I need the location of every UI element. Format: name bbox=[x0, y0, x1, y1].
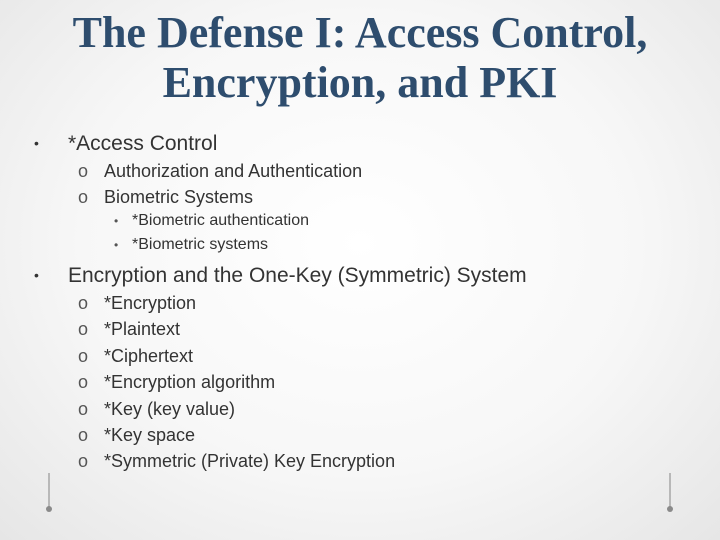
left-ornament-dot bbox=[46, 506, 52, 512]
sub-item-label: *Plaintext bbox=[104, 319, 181, 339]
title-line-1: The Defense I: Access Control, bbox=[72, 8, 648, 57]
bullet-icon: • bbox=[34, 135, 39, 151]
sub-item-key-space bbox=[78, 424, 195, 446]
sub-item-label: *Symmetric (Private) Key Encryption bbox=[104, 451, 396, 471]
bullet-icon: • bbox=[114, 214, 119, 228]
sub-item-label: *Key space bbox=[104, 425, 196, 445]
sub-sub-item-label: *Biometric systems bbox=[132, 236, 269, 253]
sub-item-label: *Ciphertext bbox=[104, 346, 194, 366]
bullet-label: *Access Control bbox=[68, 132, 218, 155]
sub-item-key-value bbox=[78, 398, 235, 420]
sub-item-symmetric-key-encryption bbox=[78, 450, 395, 472]
sub-item-label: *Encryption algorithm bbox=[104, 372, 276, 392]
sub-sub-item-biometric-systems bbox=[114, 235, 268, 255]
sub-item-plaintext bbox=[78, 318, 180, 340]
bullet-label: Encryption and the One-Key (Symmetric) System bbox=[68, 264, 527, 287]
bullet-icon: • bbox=[34, 267, 39, 283]
bullet-icon: • bbox=[114, 238, 119, 252]
left-ornament-line bbox=[48, 473, 50, 508]
sub-sub-item-biometric-authentication bbox=[114, 211, 309, 231]
sub-item-label: *Encryption bbox=[104, 293, 197, 313]
bullet-encryption-symmetric bbox=[34, 263, 527, 288]
sub-item-authorization bbox=[78, 160, 362, 182]
right-ornament-dot bbox=[667, 506, 673, 512]
right-ornament-line bbox=[669, 473, 671, 508]
circle-bullet-icon: o bbox=[78, 187, 89, 207]
circle-bullet-icon: o bbox=[78, 372, 89, 392]
circle-bullet-icon: o bbox=[78, 451, 89, 471]
title-line-2: Encryption, and PKI bbox=[162, 58, 558, 107]
sub-sub-item-label: *Biometric authentication bbox=[132, 212, 309, 229]
circle-bullet-icon: o bbox=[78, 319, 89, 339]
sub-item-label: Biometric Systems bbox=[104, 187, 254, 207]
slide-title bbox=[20, 8, 700, 108]
circle-bullet-icon: o bbox=[78, 425, 89, 445]
bullet-access-control bbox=[34, 131, 217, 156]
circle-bullet-icon: o bbox=[78, 293, 89, 313]
sub-item-encryption bbox=[78, 292, 196, 314]
sub-item-label: *Key (key value) bbox=[104, 399, 236, 419]
sub-item-encryption-algorithm bbox=[78, 371, 275, 393]
circle-bullet-icon: o bbox=[78, 399, 89, 419]
circle-bullet-icon: o bbox=[78, 161, 89, 181]
sub-item-ciphertext bbox=[78, 345, 193, 367]
sub-item-biometric-systems bbox=[78, 186, 253, 208]
circle-bullet-icon: o bbox=[78, 346, 89, 366]
sub-item-label: Authorization and Authentication bbox=[104, 161, 363, 181]
